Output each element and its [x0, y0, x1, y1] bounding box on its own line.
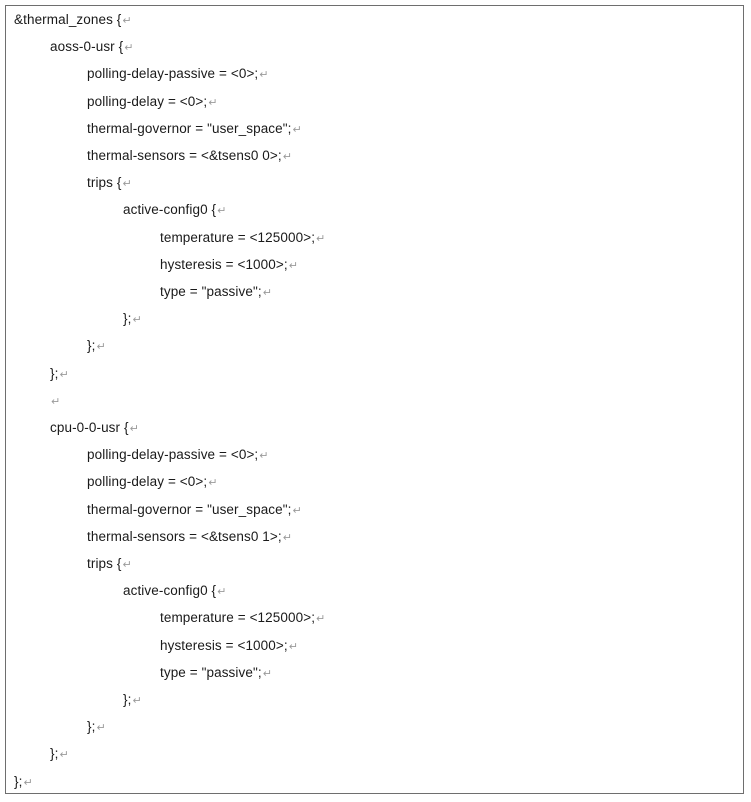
- code-line: [123, 580, 226, 602]
- code-line-text: polling-delay = <0>;: [87, 93, 208, 109]
- code-line: [14, 771, 33, 793]
- code-line-text: aoss-0-usr {: [50, 39, 124, 55]
- paragraph-mark-icon: ↵: [259, 69, 269, 82]
- code-line-text: &thermal_zones {: [14, 12, 122, 27]
- paragraph-mark-icon: ↵: [316, 613, 326, 626]
- code-line: [87, 526, 292, 548]
- code-line-text: };: [87, 338, 96, 354]
- code-line-text: thermal-sensors = <&tsens0 0>;: [87, 148, 282, 163]
- code-line: [87, 172, 132, 194]
- code-line: [87, 335, 106, 357]
- code-line-text: polling-delay-passive = <0>;: [87, 447, 259, 463]
- code-line: [123, 308, 142, 330]
- code-line: [160, 607, 325, 629]
- paragraph-mark-icon: ↵: [292, 504, 302, 517]
- code-line-text: cpu-0-0-usr {: [50, 420, 129, 435]
- code-line-text: };: [87, 719, 96, 735]
- code-line: [123, 689, 142, 711]
- code-line: [87, 91, 218, 113]
- code-line: [87, 444, 269, 466]
- paragraph-mark-icon: ↵: [259, 450, 269, 463]
- code-line-text: type = "passive";: [160, 664, 262, 680]
- code-line: [50, 36, 134, 58]
- code-line-text: thermal-governor = "user_space";: [87, 501, 292, 517]
- code-line-text: hysteresis = <1000>;: [160, 637, 288, 653]
- code-line-text: polling-delay-passive = <0>;: [87, 66, 259, 82]
- paragraph-mark-icon: ↵: [282, 151, 293, 163]
- paragraph-mark-icon: ↵: [96, 341, 106, 354]
- paragraph-mark-icon: ↵: [316, 232, 326, 245]
- paragraph-mark-icon: ↵: [282, 531, 293, 544]
- code-line-text: type = "passive";: [160, 284, 262, 299]
- code-line-text: trips {: [87, 175, 122, 191]
- paragraph-mark-icon: ↵: [262, 667, 273, 680]
- paragraph-mark-icon: ↵: [96, 722, 106, 735]
- code-line-text: };: [123, 692, 132, 707]
- code-line-text: hysteresis = <1000>;: [160, 256, 288, 272]
- paragraph-mark-icon: ↵: [288, 259, 299, 272]
- code-line: [160, 662, 272, 684]
- paragraph-mark-icon: ↵: [208, 96, 218, 109]
- paragraph-mark-icon: ↵: [51, 395, 61, 408]
- code-line: [87, 716, 106, 738]
- code-line: [50, 390, 60, 412]
- code-line-text: active-config0 {: [123, 202, 217, 218]
- code-line: [160, 227, 325, 249]
- paragraph-mark-icon: ↵: [217, 586, 227, 599]
- code-line: [87, 471, 218, 493]
- code-line-text: thermal-sensors = <&tsens0 1>;: [87, 528, 282, 544]
- paragraph-mark-icon: ↵: [217, 205, 227, 218]
- code-line: [14, 9, 132, 31]
- code-line: [160, 635, 298, 657]
- code-line-text: active-config0 {: [123, 583, 217, 599]
- code-line: [123, 199, 226, 221]
- paragraph-mark-icon: ↵: [59, 368, 69, 381]
- code-line-text: };: [50, 746, 59, 762]
- paragraph-mark-icon: ↵: [288, 640, 299, 653]
- code-line: [50, 417, 139, 439]
- code-line-text: trips {: [87, 556, 122, 571]
- code-line: [87, 499, 302, 521]
- code-line: [160, 281, 272, 303]
- paragraph-mark-icon: ↵: [132, 314, 142, 327]
- code-line-text: thermal-governor = "user_space";: [87, 120, 292, 136]
- code-line: [87, 145, 292, 167]
- paragraph-mark-icon: ↵: [132, 695, 142, 707]
- paragraph-mark-icon: ↵: [208, 477, 218, 490]
- code-line-text: };: [14, 773, 23, 789]
- paragraph-mark-icon: ↵: [122, 559, 132, 571]
- paragraph-mark-icon: ↵: [122, 15, 132, 27]
- paragraph-mark-icon: ↵: [59, 749, 69, 762]
- code-line: [160, 254, 298, 276]
- paragraph-mark-icon: ↵: [262, 287, 273, 299]
- paragraph-mark-icon: ↵: [129, 423, 139, 435]
- code-line-text: polling-delay = <0>;: [87, 474, 208, 490]
- paragraph-mark-icon: ↵: [122, 178, 132, 191]
- paragraph-mark-icon: ↵: [292, 123, 302, 136]
- code-line-text: };: [123, 311, 132, 327]
- code-line: [50, 363, 69, 385]
- code-line: [87, 118, 302, 140]
- paragraph-mark-icon: ↵: [23, 776, 33, 789]
- code-line: [87, 63, 269, 85]
- code-line-text: };: [50, 365, 59, 381]
- code-line-text: temperature = <125000>;: [160, 610, 316, 626]
- paragraph-mark-icon: ↵: [124, 42, 134, 55]
- code-line: [87, 553, 132, 575]
- code-line-text: temperature = <125000>;: [160, 229, 316, 245]
- code-line: [50, 743, 69, 765]
